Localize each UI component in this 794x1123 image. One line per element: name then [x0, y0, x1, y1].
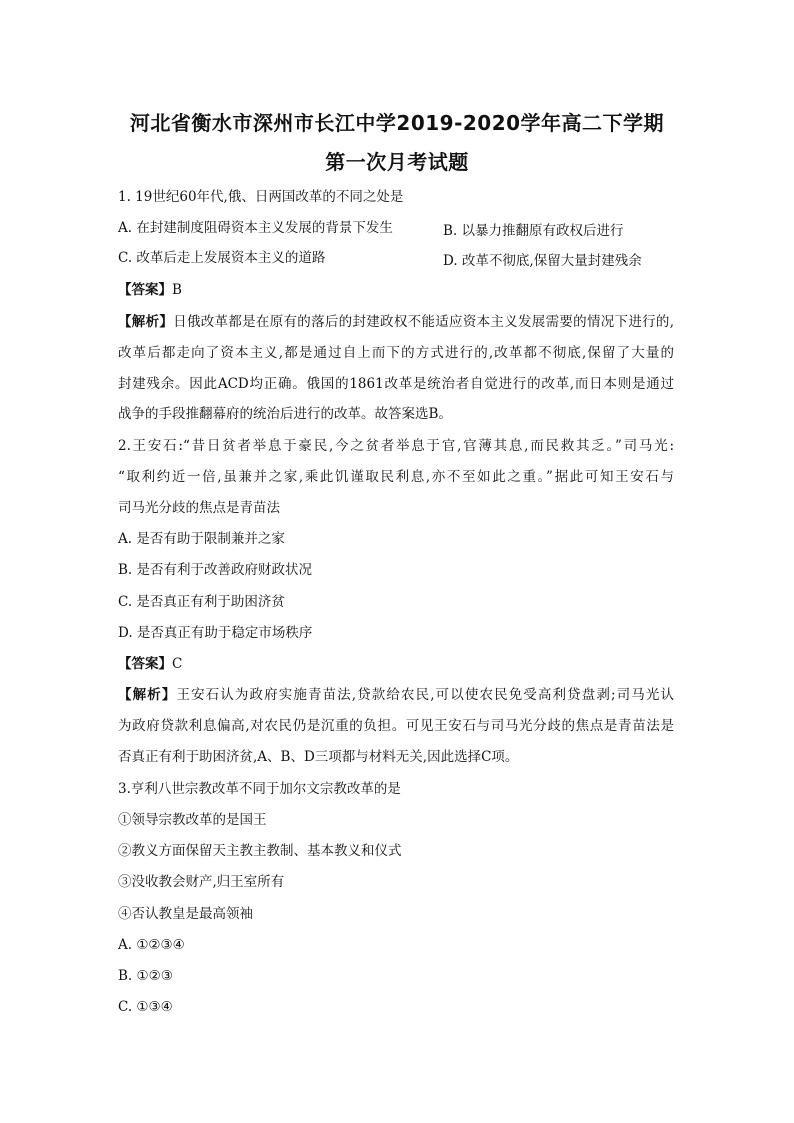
answer-tag: 【答案】 [118, 282, 172, 298]
q3-item-4: ④否认教皇是最高领袖 [118, 906, 253, 922]
q1-analysis-line-1: 【解析】日俄改革都是在原有的落后的封建政权不能适应资本主义发展需要的情况下进行的, [118, 314, 674, 330]
q2-option-b: B. 是否有利于改善政府财政状况 [118, 562, 313, 578]
q3-item-3: ③没收教会财产,归王室所有 [118, 874, 285, 890]
q1-option-b: B. 以暴力推翻原有政权后进行 [443, 223, 624, 239]
q1-option-d: D. 改革不彻底,保留大量封建残余 [443, 253, 642, 269]
q2-analysis-line-1: 【解析】王安石认为政府实施青苗法,贷款给农民,可以使农民免受高利贷盘剥;司马光认 [118, 687, 674, 703]
q1-analysis-line-3: 封建残余。因此ACD均正确。俄国的1861改革是统治者自觉进行的改革,而日本则是通过 [118, 376, 674, 392]
q1-option-c: C. 改革后走上发展资本主义的道路 [118, 250, 326, 266]
q3-stem: 3.亨利八世宗教改革不同于加尔文宗教改革的是 [118, 781, 401, 797]
q2-answer-value: C [172, 656, 183, 672]
q2-stem-line-2: “取利约近一倍,虽兼并之家,乘此饥谨取民利息,亦不至如此之重。”据此可知王安石与 [118, 469, 674, 485]
q2-option-c: C. 是否真正有利于助困济贫 [118, 594, 285, 610]
q3-item-2: ②教义方面保留天主教主教制、基本教义和仪式 [118, 843, 402, 859]
analysis-tag: 【解析】 [118, 314, 174, 330]
answer-tag: 【答案】 [118, 656, 172, 672]
q1-answer-value: B [172, 282, 182, 298]
q3-item-1: ①领导宗教改革的是国王 [118, 812, 267, 828]
q2-option-d: D. 是否真正有助于稳定市场秩序 [118, 625, 313, 641]
q1-option-a: A. 在封建制度阻碍资本主义发展的背景下发生 [118, 220, 393, 236]
q2-stem-line-3: 司马光分歧的焦点是青苗法 [118, 500, 280, 516]
q3-option-b: B. ①②③ [118, 968, 173, 984]
q3-option-c: C. ①③④ [118, 999, 173, 1015]
q3-option-a: A. ①②③④ [118, 937, 185, 953]
q1-analysis-line-2: 改革后都走向了资本主义,都是通过自上而下的方式进行的,改革都不彻底,保留了大量的 [118, 345, 674, 361]
q1-answer [118, 281, 182, 299]
document-title-line2: 第一次月考试题 [325, 150, 469, 174]
q2-analysis-line-2: 为政府贷款利息偏高,对农民仍是沉重的负担。可见王安石与司马光分歧的焦点是青苗法是 [118, 718, 674, 734]
q1-stem: 1. 19世纪60年代,俄、日两国改革的不同之处是 [118, 189, 404, 205]
analysis-tag: 【解析】 [118, 687, 177, 703]
q1-analysis-line-4: 战争的手段推翻幕府的统治后进行的改革。故答案选B。 [118, 406, 452, 422]
document-title-line1: 河北省衡水市深州市长江中学2019-2020学年高二下学期 [129, 111, 665, 135]
q2-answer [118, 655, 182, 673]
q2-analysis-line-3: 否真正有利于助困济贫,A、B、D三项都与材料无关,因此选择C项。 [118, 749, 519, 765]
q2-stem-line-1: 2.王安石:“昔日贫者举息于豪民,今之贫者举息于官,官薄其息,而民救其乏。”司马光: [118, 438, 674, 454]
q2-option-a: A. 是否有助于限制兼并之家 [118, 531, 285, 547]
